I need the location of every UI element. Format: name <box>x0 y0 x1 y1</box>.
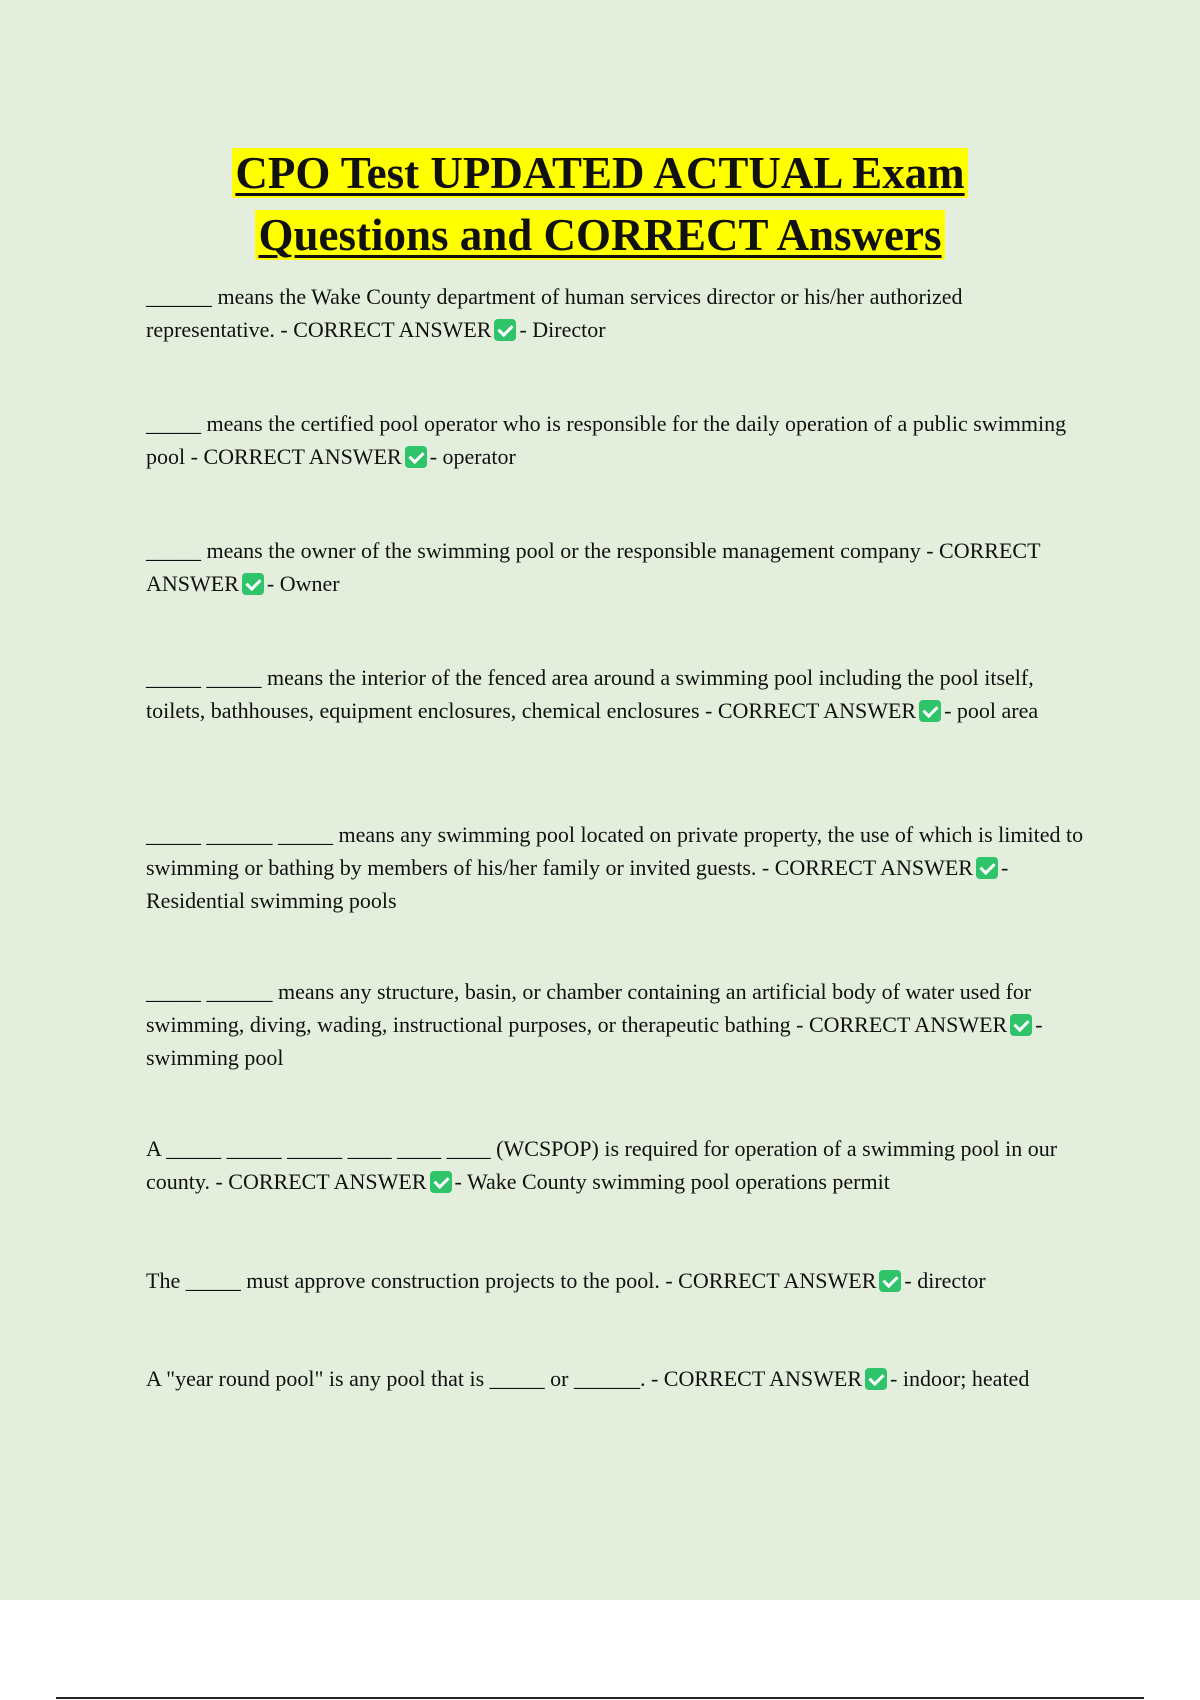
check-mark-icon <box>976 857 998 879</box>
check-mark-icon <box>919 700 941 722</box>
answer-text: - swimming pool <box>146 1012 1043 1070</box>
page-title <box>0 142 1200 266</box>
question-text: _____ means the certified pool operator who is responsible for the daily operation of a public swimming pool <box>146 411 1067 469</box>
question-text: ______ means the Wake County department of human services director or his/her authorized representative. <box>146 284 963 342</box>
answer-text: - Owner <box>266 571 340 596</box>
answer-text: - Residential swimming pools <box>146 855 1009 913</box>
question-text: _____ ______ _____ means any swimming pool located on private property, the use of which is limited to swimming or bathing by members of his/her family or invited guests. <box>146 822 1084 880</box>
question-6 <box>146 975 1086 1074</box>
question-text: The _____ must approve construction projects to the pool. <box>146 1268 660 1293</box>
title-line-1: CPO Test UPDATED ACTUAL Exam <box>232 148 967 198</box>
answer-label: - CORRECT ANSWER <box>215 1169 427 1194</box>
question-4 <box>146 661 1086 727</box>
answer-label: - CORRECT ANSWER <box>665 1268 877 1293</box>
check-mark-icon <box>1010 1014 1032 1036</box>
question-7 <box>146 1132 1086 1198</box>
answer-text: - indoor; heated <box>890 1366 1030 1391</box>
question-5 <box>146 818 1086 917</box>
title-line-2: Questions and CORRECT Answers <box>255 210 944 260</box>
question-text: A _____ _____ _____ ____ ____ ____ (WCSPOP) is required for operation of a swimming pool in our county. <box>146 1136 1058 1194</box>
answer-label: - CORRECT ANSWER <box>280 317 492 342</box>
question-3 <box>146 534 1086 600</box>
question-text: A "year round pool" is any pool that is _____ or ______. <box>146 1366 646 1391</box>
question-2 <box>146 407 1086 473</box>
answer-text: - operator <box>429 444 516 469</box>
check-mark-icon <box>430 1171 452 1193</box>
answer-label: - CORRECT ANSWER <box>796 1012 1008 1037</box>
check-mark-icon <box>405 446 427 468</box>
question-9 <box>146 1362 1086 1395</box>
answer-text: - Wake County swimming pool operations permit <box>454 1169 890 1194</box>
answer-label: - CORRECT ANSWER <box>146 538 1041 596</box>
check-mark-icon <box>879 1270 901 1292</box>
answer-label: - CORRECT ANSWER <box>190 444 402 469</box>
question-text: _____ _____ means the interior of the fenced area around a swimming pool including the pool itself, toilets, bathhouses, equipment enclosures, chemical enclosures <box>146 665 1034 723</box>
answer-label: - CORRECT ANSWER <box>650 1366 863 1391</box>
answer-label: - CORRECT ANSWER <box>705 698 917 723</box>
question-text: _____ means the owner of the swimming pool or the responsible management company <box>146 538 921 563</box>
answer-text: - pool area <box>944 698 1039 723</box>
question-1 <box>146 280 1086 346</box>
question-8 <box>146 1264 1086 1297</box>
check-mark-icon <box>242 573 264 595</box>
answer-label: - CORRECT ANSWER <box>761 855 973 880</box>
answer-text: - director <box>904 1268 986 1293</box>
answer-text: - Director <box>519 317 606 342</box>
question-text: _____ ______ means any structure, basin, or chamber containing an artificial body of water used for swimming, diving, wading, instructional purposes, or therapeutic bathing <box>146 979 1032 1037</box>
check-mark-icon <box>494 319 516 341</box>
check-mark-icon <box>865 1368 887 1390</box>
footer-divider <box>56 1697 1144 1699</box>
